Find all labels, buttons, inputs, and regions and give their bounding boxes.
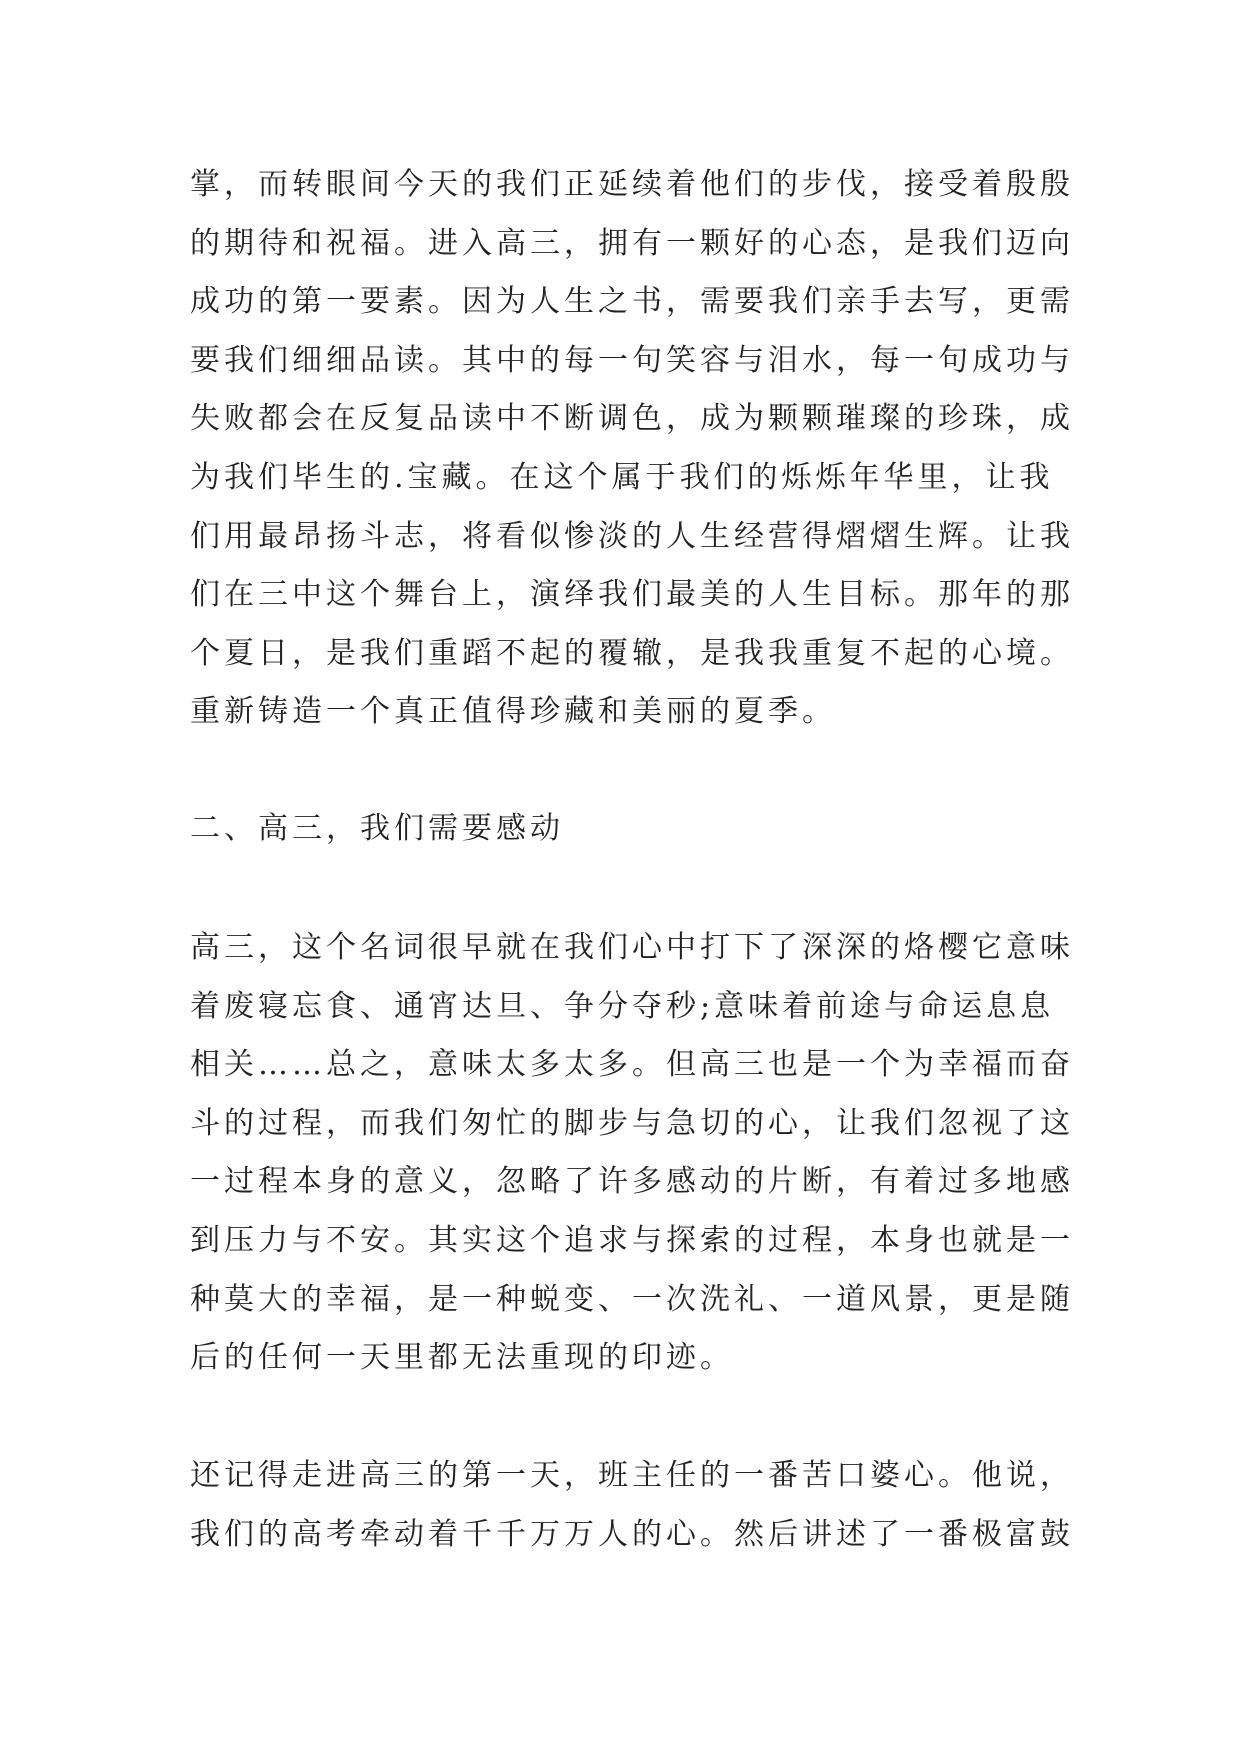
text-line: 到压力与不安。其实这个追求与探索的过程，本身也就是一 (190, 1222, 1074, 1258)
text-line: 失败都会在反复品读中不断调色，成为颗颗璀璨的珍珠，成 (190, 401, 1074, 437)
text-line: 还记得走进高三的第一天，班主任的一番苦口婆心。他说， (190, 1458, 1074, 1493)
text-line: 种莫大的幸福，是一种蜕变、一次洗礼、一道风景，更是随 (190, 1281, 1074, 1317)
text-line: 们在三中这个舞台上，演绎我们最美的人生目标。那年的那 (190, 577, 1074, 613)
text-line: 重新铸造一个真正值得珍藏和美丽的夏季。 (190, 694, 836, 730)
text-line: 的期待和祝福。进入高三，拥有一颗好的心态，是我们迈向 (190, 225, 1074, 261)
section-heading (190, 800, 1070, 859)
text-line: 掌，而转眼间今天的我们正延续着他们的步伐，接受着殷殷 (190, 167, 1074, 202)
text-line: 为我们毕生的.宝藏。在这个属于我们的烁烁年华里，让我 (190, 459, 1054, 495)
text-line: 斗的过程，而我们匆忙的脚步与急切的心，让我们忽视了这 (190, 1105, 1074, 1141)
text-line: 后的任何一天里都无法重现的印迹。 (190, 1340, 734, 1376)
text-line: 成功的第一要素。因为人生之书，需要我们亲手去写，更需 (190, 284, 1074, 320)
text-line: 要我们细细品读。其中的每一句笑容与泪水，每一句成功与 (190, 342, 1074, 378)
text-line: 一过程本身的意义，忽略了许多感动的片断，有着过多地感 (190, 1164, 1074, 1200)
paragraph-3 (190, 1447, 1074, 1564)
text-line: 们用最昂扬斗志，将看似惨淡的人生经营得熠熠生辉。让我 (190, 518, 1074, 554)
heading-text: 二、高三，我们需要感动 (190, 811, 564, 846)
text-line: 我们的高考牵动着千千万万人的心。然后讲述了一番极富鼓 (190, 1516, 1074, 1552)
paragraph-1 (190, 156, 1074, 742)
text-line: 着废寝忘食、通宵达旦、争分夺秒;意味着前途与命运息息 (190, 988, 1055, 1024)
text-line: 个夏日，是我们重蹈不起的覆辙，是我我重复不起的心境。 (190, 635, 1074, 671)
text-line: 相关……总之，意味太多太多。但高三也是一个为幸福而奋 (190, 1047, 1074, 1083)
text-line: 高三，这个名词很早就在我们心中打下了深深的烙樱它意味 (190, 930, 1074, 965)
paragraph-2 (190, 919, 1074, 1388)
